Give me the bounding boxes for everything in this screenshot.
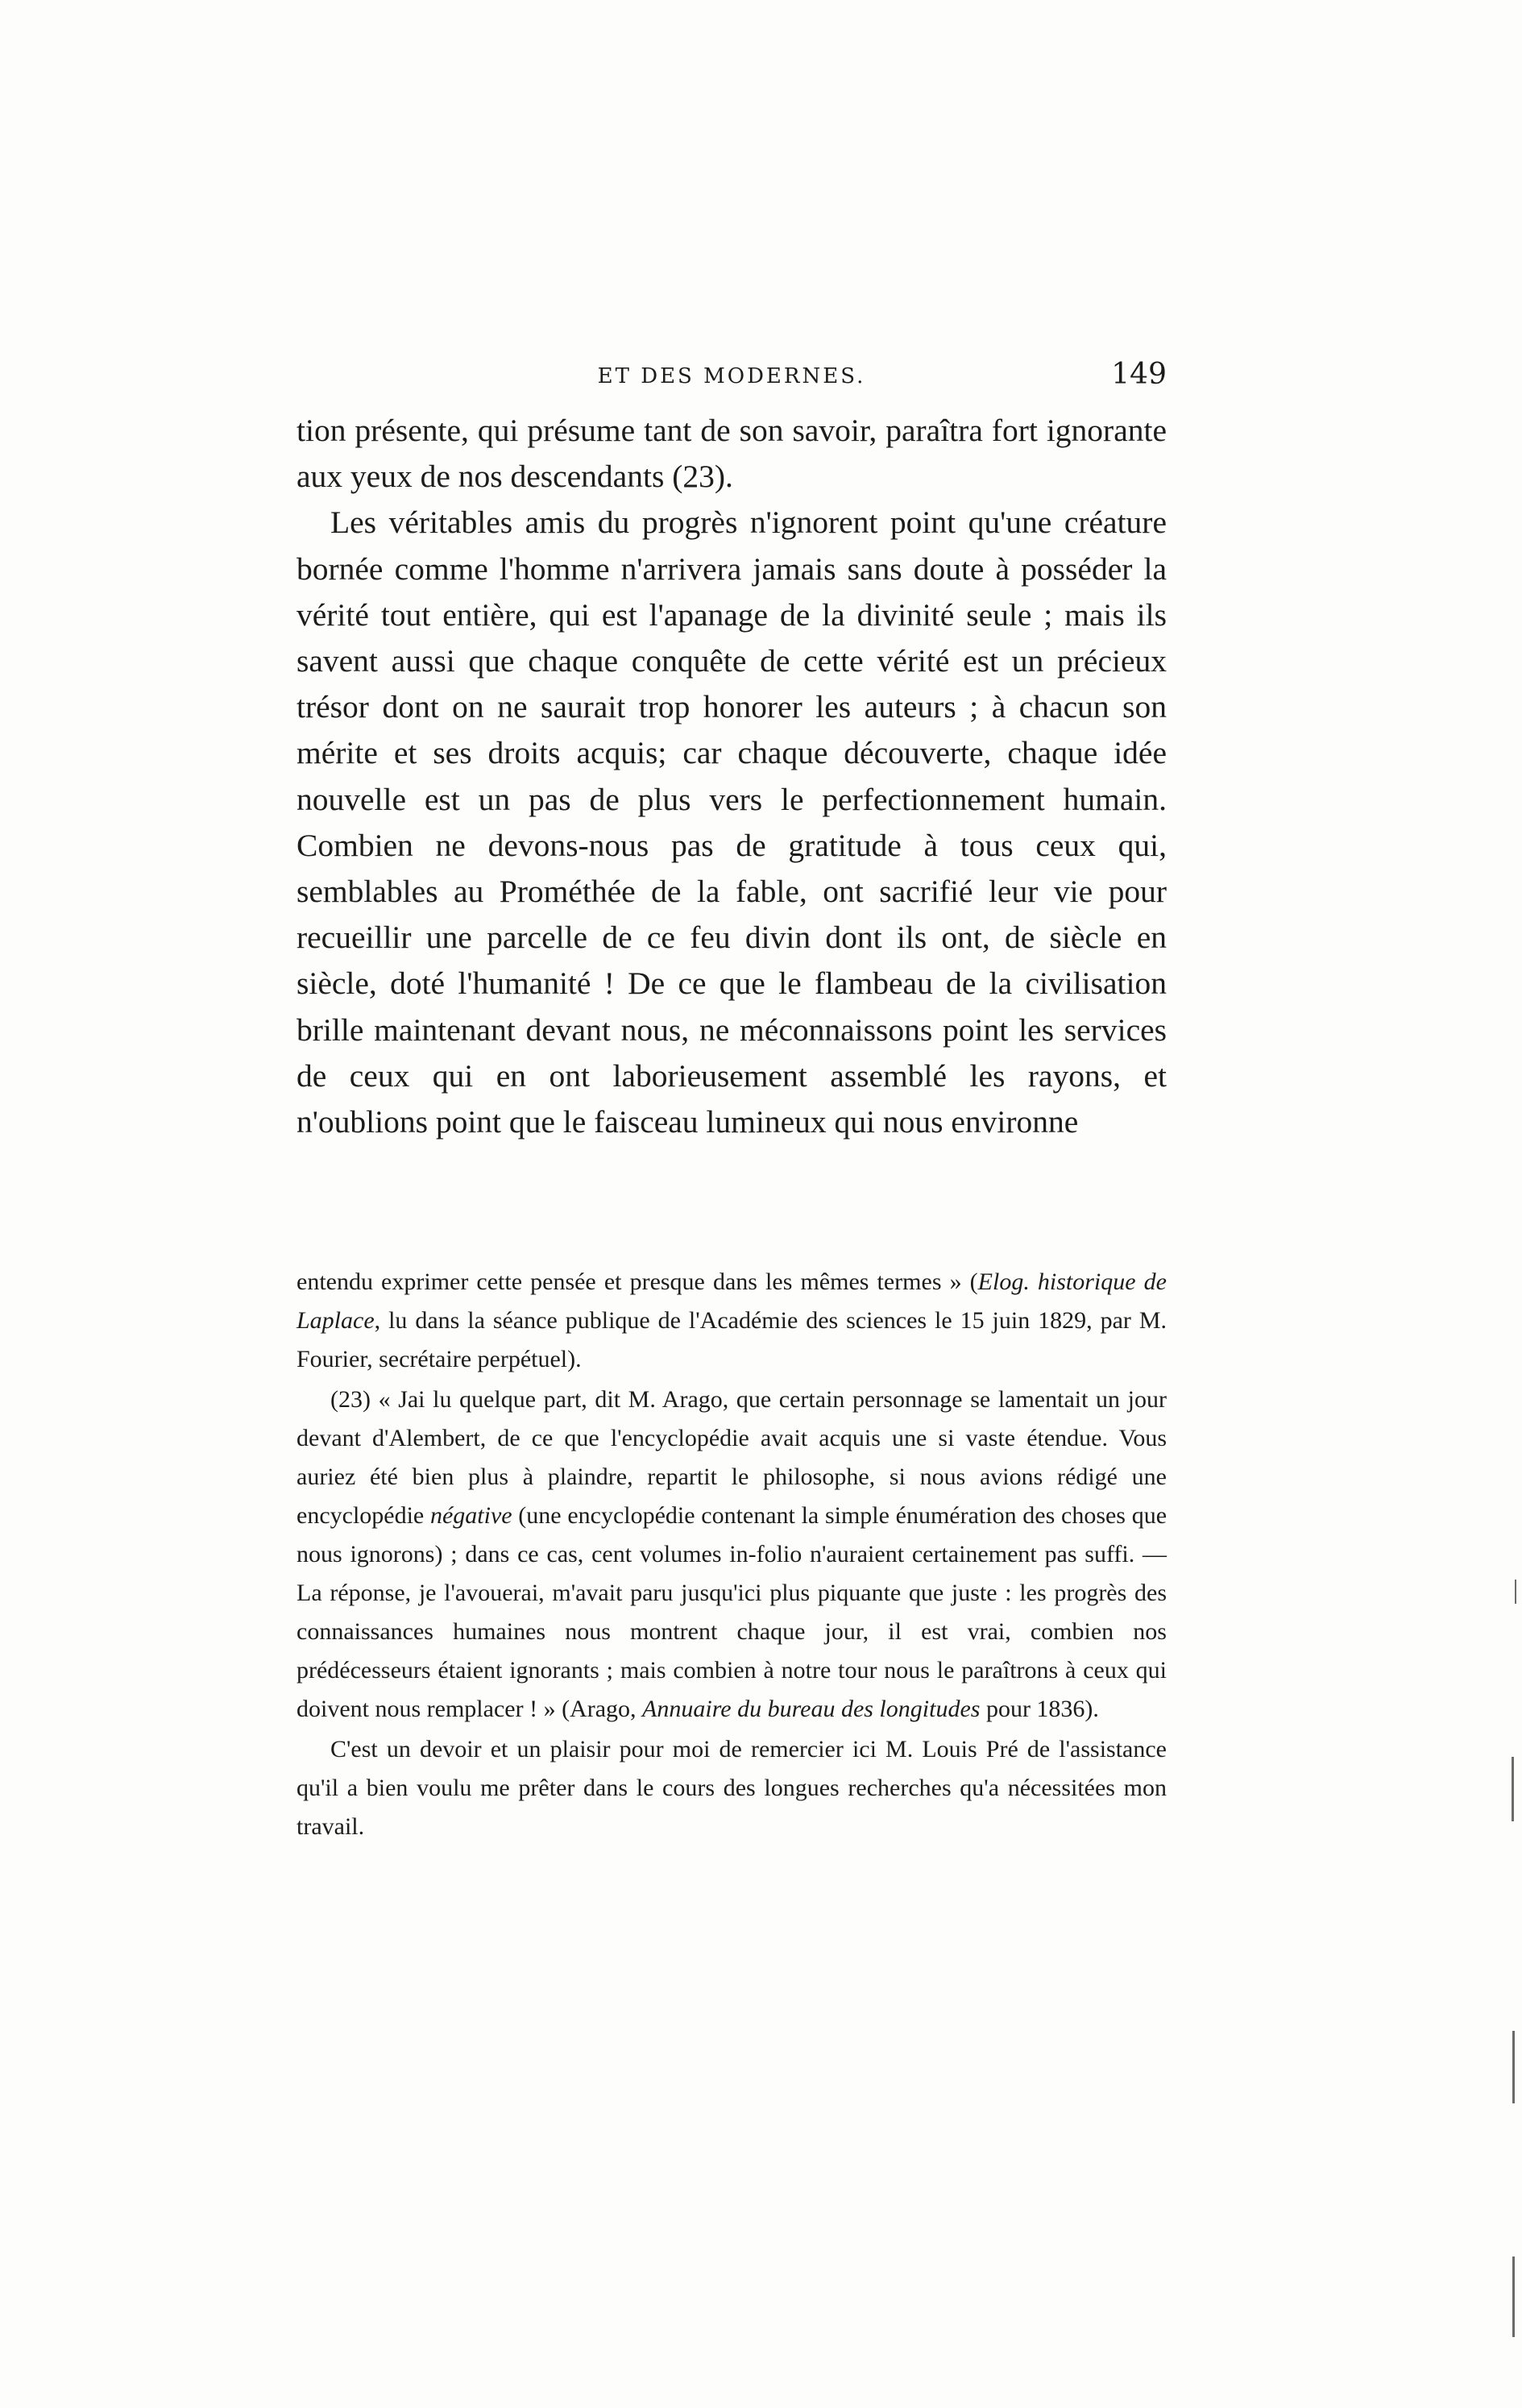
footnote-text: pour 1836).: [980, 1696, 1099, 1722]
scan-mark: [1512, 2256, 1515, 2337]
main-text: [297, 408, 1167, 1145]
page-number: 149: [1111, 358, 1167, 391]
page-header: [297, 358, 1167, 398]
footnote-text: (23) « Jai lu quelque part, dit M. Arago, que certain personnage se lamentait un jour devant d'Alembert, de ce que l'encyclopédie avait acquis une si vaste étendue. Vous auriez été bien plus à plaindre, repartit le philosophe, si nous avions rédigé une encyclopédie: [297, 1386, 1167, 1529]
footnotes: [297, 1263, 1167, 1848]
footnote-text: (une encyclopédie contenant la simple énumération des choses que nous ignorons) ; dans ce cas, cent volumes in-folio n'auraient certainement pas suffi. — La réponse, je l'avouerai, m'avait paru jusqu'ici plus piquante que juste : les progrès des connaissances humaines nous montrent chaque jour, il est vrai, combien nos prédécesseurs étaient ignorants ; mais combien à notre tour nous le paraîtrons à ceux qui doivent nous remplacer ! » (Arago,: [297, 1502, 1167, 1722]
footnote-23: [297, 1380, 1167, 1729]
scan-mark: [1512, 2031, 1515, 2103]
body-paragraph: Les véritables amis du progrès n'ignorent point qu'une créature bornée comme l'homme n'arrivera jamais sans doute à posséder la vérité tout entière, qui est l'apanage de la divinité seule ; mais ils savent aussi que chaque conquête de cette vérité est un précieux trésor dont on ne saurait trop honorer les auteurs ; à chacun son mérite et ses droits acquis; car chaque découverte, chaque idée nouvelle est un pas de plus vers le perfectionnement humain. Combien ne devons-nous pas de gratitude à tous ceux qui, semblables au Prométhée de la fable, ont sacrifié leur vie pour recueillir une parcelle de ce feu divin dont ils ont, de siècle en siècle, doté l'humanité ! De ce que le flambeau de la civilisation brille maintenant devant nous, ne méconnaissons point les services de ceux qui en ont laborieusement assemblé les rayons, et n'oublions point que le faisceau lumineux qui nous environne: [297, 504, 1167, 1140]
footnote-emphasis: négative: [429, 1502, 512, 1529]
acknowledgement: C'est un devoir et un plaisir pour moi de remercier ici M. Louis Pré de l'assistance qu'il a bien voulu me prêter dans le cours des longues recherches qu'a nécessitées mon travail.: [297, 1736, 1167, 1840]
footnote-title: Elog. historique de Laplace: [297, 1268, 1167, 1334]
running-head: ET DES MODERNES.: [597, 364, 866, 388]
scan-mark: [1515, 1580, 1516, 1604]
footnote-text: entendu exprimer cette pensée et presque dans les mêmes termes » (: [297, 1268, 978, 1295]
footnote-continuation: [297, 1263, 1167, 1379]
scan-mark: [1512, 1757, 1514, 1821]
footnote-text: , lu dans la séance publique de l'Académie des sciences le 15 juin 1829, par M. Fourier, secrétaire perpétuel).: [297, 1307, 1167, 1372]
body-paragraph-continued: tion présente, qui présume tant de son savoir, paraîtra fort ignorante aux yeux de nos descendants (23).: [297, 413, 1167, 495]
footnote-title: Annuaire du bureau des longitudes: [642, 1696, 981, 1722]
